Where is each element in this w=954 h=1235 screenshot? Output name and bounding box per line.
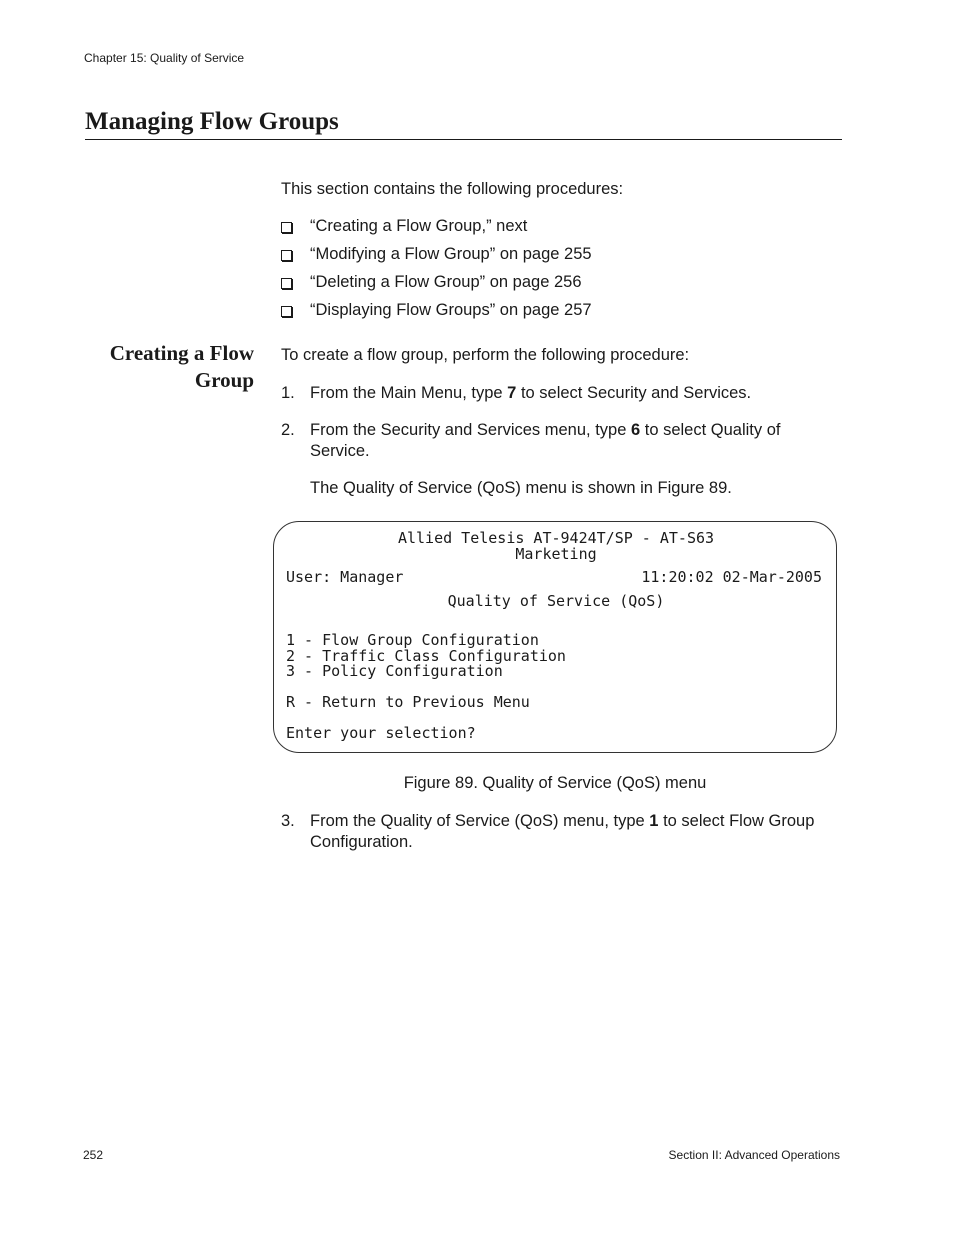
checkbox-bullet-icon <box>281 278 292 289</box>
step-number: 1. <box>281 384 295 402</box>
subsection-title-line2: Group <box>194 368 254 392</box>
step-2 <box>281 420 841 462</box>
step-text <box>310 383 841 404</box>
running-footer: Section II: Advanced Operations <box>668 1148 840 1162</box>
terminal-datetime: 11:20:02 02-Mar-2005 <box>641 568 822 586</box>
procedure-link[interactable]: “Deleting a Flow Group” on page 256 <box>310 273 582 291</box>
procedure-item <box>281 244 592 272</box>
terminal-option-1[interactable]: 1 - Flow Group Configuration <box>286 631 539 649</box>
procedure-item <box>281 272 592 300</box>
terminal-prompt[interactable]: Enter your selection? <box>286 724 476 742</box>
page-number: 252 <box>83 1148 104 1162</box>
terminal-option-2[interactable]: 2 - Traffic Class Configuration <box>286 647 566 665</box>
procedure-list <box>281 216 592 328</box>
step-number: 3. <box>281 812 295 830</box>
step-text-post: to select Quality of Service. <box>310 421 781 460</box>
procedure-item <box>281 216 592 244</box>
step-key: 7 <box>507 384 517 402</box>
section-title: Managing Flow Groups <box>85 105 842 140</box>
terminal-menu-title: Quality of Service (QoS) <box>447 592 665 610</box>
step-1 <box>281 383 841 404</box>
step-number: 2. <box>281 421 295 439</box>
terminal-location: Marketing <box>515 545 597 563</box>
step-text-post: to select Security and Services. <box>516 384 752 402</box>
checkbox-bullet-icon <box>281 222 292 233</box>
terminal-option-return[interactable]: R - Return to Previous Menu <box>286 693 530 711</box>
step-text-pre: From the Security and Services menu, type <box>310 421 631 439</box>
running-header: Chapter 15: Quality of Service <box>84 51 245 65</box>
terminal-option-3[interactable]: 3 - Policy Configuration <box>286 662 503 680</box>
checkbox-bullet-icon <box>281 306 292 317</box>
step-key: 1 <box>649 812 659 830</box>
checkbox-bullet-icon <box>281 250 292 261</box>
procedure-item <box>281 300 592 328</box>
intro-paragraph: This section contains the following procedures: <box>281 180 624 198</box>
step-3 <box>281 811 841 853</box>
step-text <box>310 811 841 853</box>
subsection-title-line1: Creating a Flow <box>109 341 254 365</box>
step-text-post: to select Flow Group Configuration. <box>310 812 815 851</box>
procedure-link[interactable]: “Modifying a Flow Group” on page 255 <box>310 245 592 263</box>
step-key: 6 <box>630 421 641 439</box>
figure-caption: Figure 89. Quality of Service (QoS) menu <box>403 774 707 792</box>
terminal-screen <box>273 521 837 753</box>
subsection-title <box>90 340 254 394</box>
terminal-user: User: Manager <box>286 568 404 586</box>
procedure-lead: To create a flow group, perform the following procedure: <box>281 346 690 364</box>
step-2-note: The Quality of Service (QoS) menu is shown in Figure 89. <box>310 479 732 497</box>
procedure-link[interactable]: “Creating a Flow Group,” next <box>310 217 528 235</box>
terminal-device: Allied Telesis AT-9424T/SP - AT-S63 <box>397 529 715 547</box>
step-text-pre: From the Main Menu, type <box>310 384 508 402</box>
step-text <box>310 420 841 462</box>
step-text-pre: From the Quality of Service (QoS) menu, type <box>310 812 650 830</box>
procedure-link[interactable]: “Displaying Flow Groups” on page 257 <box>310 301 592 319</box>
